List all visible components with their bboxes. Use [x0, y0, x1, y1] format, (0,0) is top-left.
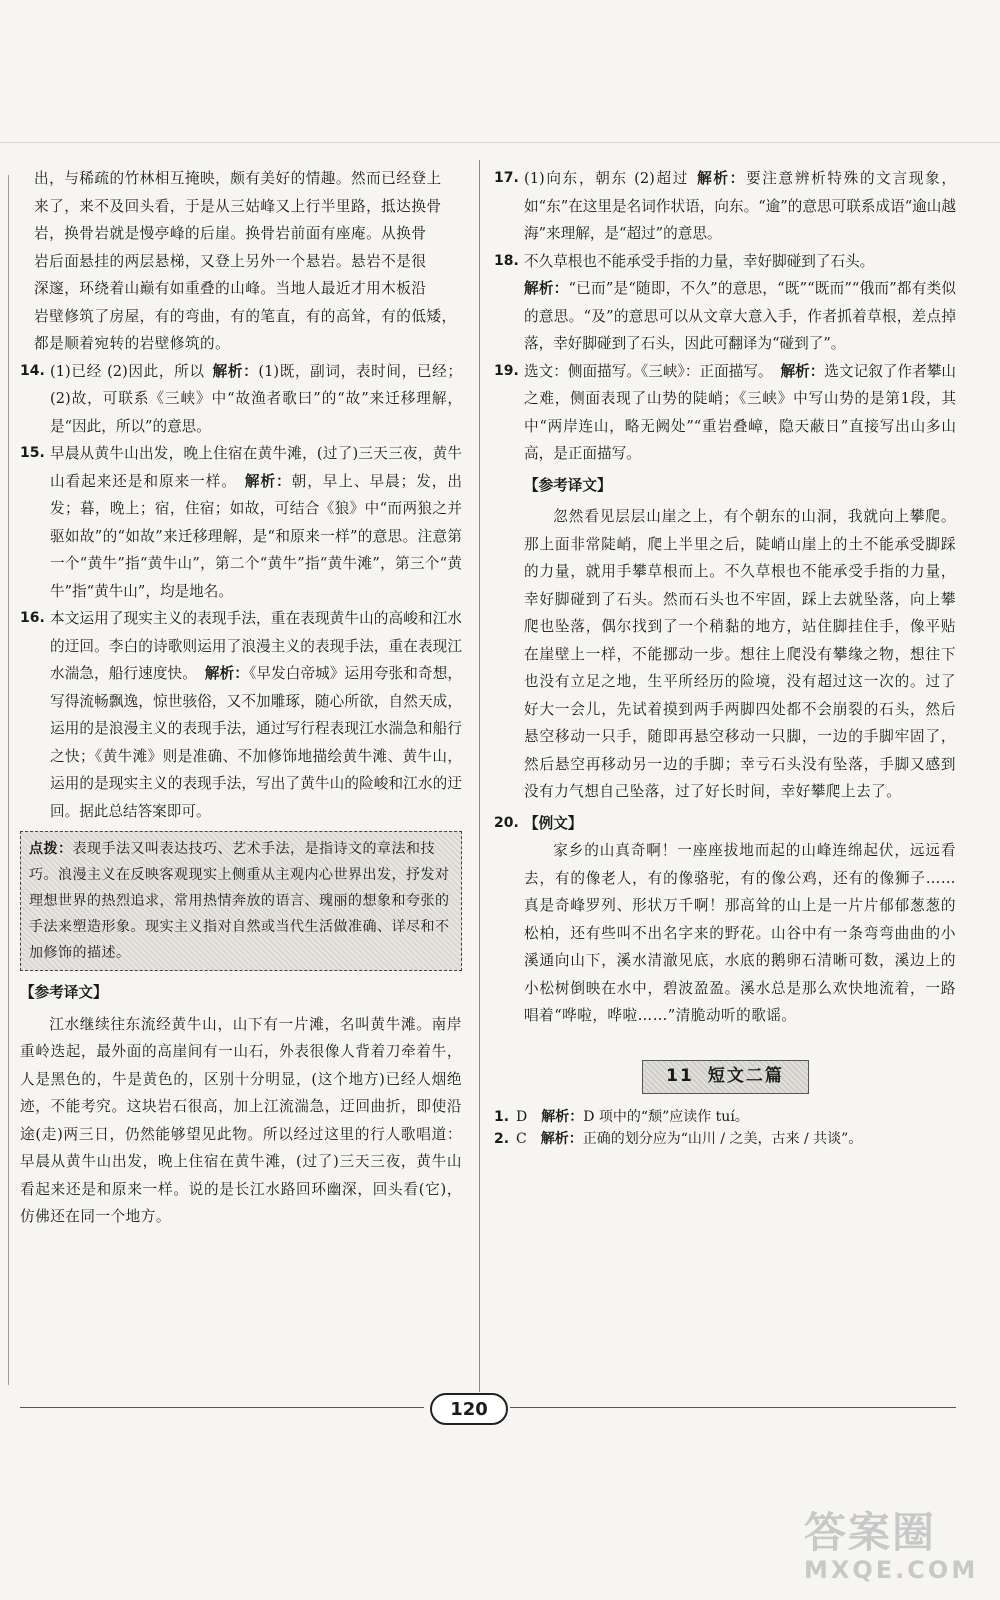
question-number: 14. — [20, 362, 45, 379]
example-essay-heading: 【例文】 — [524, 814, 583, 832]
answer-text: 选文：侧面描写。《三峡》：正面描写。 — [524, 362, 773, 380]
footer-rule-right — [510, 1407, 956, 1408]
section-name: 短文二篇 — [707, 1065, 784, 1086]
cont-line: 岩，换骨岩就是慢亭峰的后崖。换骨岩前面有座庵。从换骨 — [34, 225, 427, 242]
analysis-text: 要注意辨析特殊的文言现象，如“东”在这里是名词作状语，向东。“逾”的意思可联系成语“逾山越海”来理解，是“超过”的意思。 — [524, 170, 956, 242]
margin-rule — [8, 175, 9, 1385]
footer-rule-left — [20, 1407, 424, 1408]
translation-continuation — [20, 165, 462, 358]
cont-line: 出，与稀疏的竹林相互掩映，颇有美好的情趣。然而已经登上 — [34, 170, 442, 187]
analysis-text: “已而”是“随即，不久”的意思，“既”“既而”“俄而”都有类似的意思。“及”的意思可以从文章大意入手，作者抓着草根，差点掉落，幸好脚碰到了石头，因此可翻译为“碰到了”。 — [524, 280, 956, 352]
tip-text: 表现手法又叫表达技巧、艺术手法，是指诗文的章法和技巧。浪漫主义在反映客观现实上侧重从主观内心世界出发，抒发对理想世界的热烈追求，常用热情奔放的语言、瑰丽的想象和夸张的手法来塑造形象。现实主义指对自然或当代生活做准确、详尽和不加修饰的描述。 — [29, 841, 450, 961]
question-number: 1. — [494, 1108, 510, 1125]
question-number: 16. — [20, 610, 45, 626]
left-column — [20, 165, 462, 1231]
analysis-label: 解析： — [780, 362, 825, 380]
analysis-label: 解析： — [540, 1130, 583, 1147]
analysis-label: 解析： — [244, 472, 292, 490]
answer-text: (1)已经 (2)因此，所以 — [50, 362, 205, 380]
analysis-text: 正确的划分应为“山川 / 之美，古来 / 共谈”。 — [582, 1130, 863, 1147]
cont-line: 都是顺着宛转的岩壁修筑的。 — [34, 335, 231, 352]
cont-line: 来了，来不及回头看，于是从三姑峰又上行半里路，抵达换骨 — [34, 197, 442, 215]
answer-text: 早晨从黄牛山出发，晚上住宿在黄牛滩，(过了)三天三夜，黄牛山看起来还是和原来一样。 — [50, 445, 462, 490]
answer-choice: D — [516, 1108, 528, 1125]
section-number: 11 — [666, 1065, 694, 1086]
analysis-text: (1)既，副词，表时间，已经；(2)故，可联系《三峡》中“故渔者歌曰”的“故”来迁移理解，是“因此，所以”的意思。 — [50, 362, 462, 435]
question-17 — [494, 165, 956, 248]
question-number: 2. — [494, 1130, 510, 1147]
answer-text: (1)向东，朝东 (2)超过 — [524, 170, 690, 187]
top-rule — [0, 142, 1000, 143]
answer-text: 本文运用了现实主义的表现手法，重在表现黄牛山的高峻和江水的迂回。李白的诗歌则运用了浪漫主义的表现手法，重在表现江水湍急，船行速度快。 — [50, 610, 462, 682]
reference-translation-heading: 【参考译文】 — [20, 984, 108, 1001]
answer-item-1 — [494, 1106, 956, 1128]
question-15 — [20, 440, 462, 605]
section-title — [642, 1060, 809, 1094]
question-number: 17. — [494, 170, 519, 186]
reference-translation-heading: 【参考译文】 — [524, 476, 612, 494]
analysis-text: 朝，早上、早晨；发，出发；暮，晚上；宿，住宿；如故，可结合《狼》中“而两狼之并驱如故”的“如故”来迁移理解，是“和原来一样”的意思。注意第一个“黄牛”指“黄牛山”，第二个“黄牛”指“黄牛滩”，第三个“黄牛”指“黄牛山”，均是地名。 — [50, 472, 462, 600]
analysis-label: 解析： — [697, 170, 746, 187]
question-18 — [494, 248, 956, 358]
question-number: 15. — [20, 445, 45, 461]
reference-translation: 江水继续往东流经黄牛山，山下有一片滩，名叫黄牛滩。南岸重岭迭起，最外面的高崖间有一山石，外表很像人背着刀牵着牛，人是黑色的，牛是黄色的，区别十分明显，(这个地方)已经人烟绝迹，不能考究。这块岩石很高，加上江流湍急，迂回曲折，即使沿途(走)两三日，仍然能够望见此物。所以经过这里的行人歌唱道：早晨从黄牛山出发，晚上住宿在黄牛滩，(过了)三天三夜，黄牛山看起来还是和原来一样。说的是长江水路回环幽深，回头看(它)，仿佛还在同一个地方。 — [20, 1015, 462, 1225]
cont-line: 深邃，环绕着山巅有如重叠的山峰。当地人最近才用木板沿 — [34, 280, 427, 297]
page-number: 120 — [430, 1393, 508, 1425]
cont-line: 岩后面悬挂的两层悬梯，又登上另外一个悬岩。悬岩不是很 — [34, 252, 427, 270]
analysis-text: 选文记叙了作者攀山之难，侧面表现了山势的陡峭；《三峡》中写山势的是第1段，其中“两岸连山，略无阙处”“重岩叠嶂，隐天蔽日”直接写出山多山高，是正面描写。 — [524, 362, 956, 462]
tip-label: 点拨： — [29, 841, 73, 857]
analysis-label: 解析： — [524, 280, 569, 297]
example-essay: 家乡的山真奇啊！一座座拔地而起的山峰连绵起伏，远远看去，有的像老人，有的像骆驼，有的像公鸡，还有的像狮子……真是奇峰罗列、形状万千啊！那高耸的山上是一片片郁郁葱葱的松柏，还有些叫不出名字来的野花。山谷中有一条弯弯曲曲的小溪通向山下，溪水清澈见底，水底的鹅卵石清晰可数，溪边上的小松树倒映在水中，碧波盈盈。溪水总是那么欢快地流着，一路唱着“哗啦，哗啦……”清脆动听的歌谣。 — [524, 842, 956, 1024]
answer-text: 不久草根也不能承受手指的力量，幸好脚碰到了石头。 — [524, 252, 875, 270]
watermark-logo — [804, 1500, 984, 1590]
analysis-label: 解析： — [204, 665, 249, 682]
cont-line: 岩壁修筑了房屋，有的弯曲，有的笔直，有的高耸，有的低矮， — [34, 307, 457, 325]
question-14 — [20, 358, 462, 441]
question-number: 19. — [494, 362, 519, 379]
analysis-text: D 项中的“颓”应读作 tuí。 — [583, 1108, 749, 1125]
analysis-label: 解析： — [541, 1108, 584, 1125]
question-16 — [20, 605, 462, 825]
answer-choice: C — [516, 1130, 527, 1147]
question-number: 20. — [494, 814, 519, 831]
watermark-title: 答案圈 — [804, 1508, 937, 1557]
column-divider — [479, 160, 480, 1392]
right-column — [494, 165, 956, 1150]
analysis-text: 《早发白帝城》运用夸张和奇想，写得流畅飘逸，惊世骇俗，又不加雕琢，随心所欲，自然天成，运用的是浪漫主义的表现手法，通过写行程表现江水湍急和船行之快；《黄牛滩》则是准确、不加修饰地描绘黄牛滩、黄牛山，运用的是现实主义的表现手法，写出了黄牛山的险峻和江水的迂回。据此总结答案即可。 — [50, 665, 462, 820]
watermark-url: MXQE.COM — [804, 1556, 979, 1584]
answer-item-2 — [494, 1128, 956, 1150]
question-19 — [494, 358, 956, 468]
analysis-label: 解析： — [212, 362, 259, 380]
tip-box — [20, 831, 462, 971]
question-20 — [494, 810, 956, 1030]
reference-translation: 忽然看见层层山崖之上，有个朝东的山洞，我就向上攀爬。那上面非常陡峭，爬上半里之后，陡峭山崖上的土不能承受脚踩的力量，就用手攀草根而上。不久草根也不能承受手指的力量，幸好脚碰到了石头。然而石头也不牢固，踩上去就坠落，向上攀爬也坠落，偶尔找到了一个稍黏的地方，站住脚挂住手，像平贴在崖壁上一样，不能挪动一步。想往上爬没有攀缘之物，想往下也没有立足之地，生平所经历的险境，没有超过这一次的。过了好大一会儿，先试着摸到两手两脚四处都不会崩裂的石头，然后悬空移动一只手，随即再悬空移动一只脚，一边的手脚牢固了，然后悬空再移动另一边的手脚；幸亏石头没有坠落，手脚又感到没有力气想自己坠落，过了好长时间，幸好攀爬上去了。 — [524, 508, 956, 800]
question-number: 18. — [494, 252, 519, 269]
